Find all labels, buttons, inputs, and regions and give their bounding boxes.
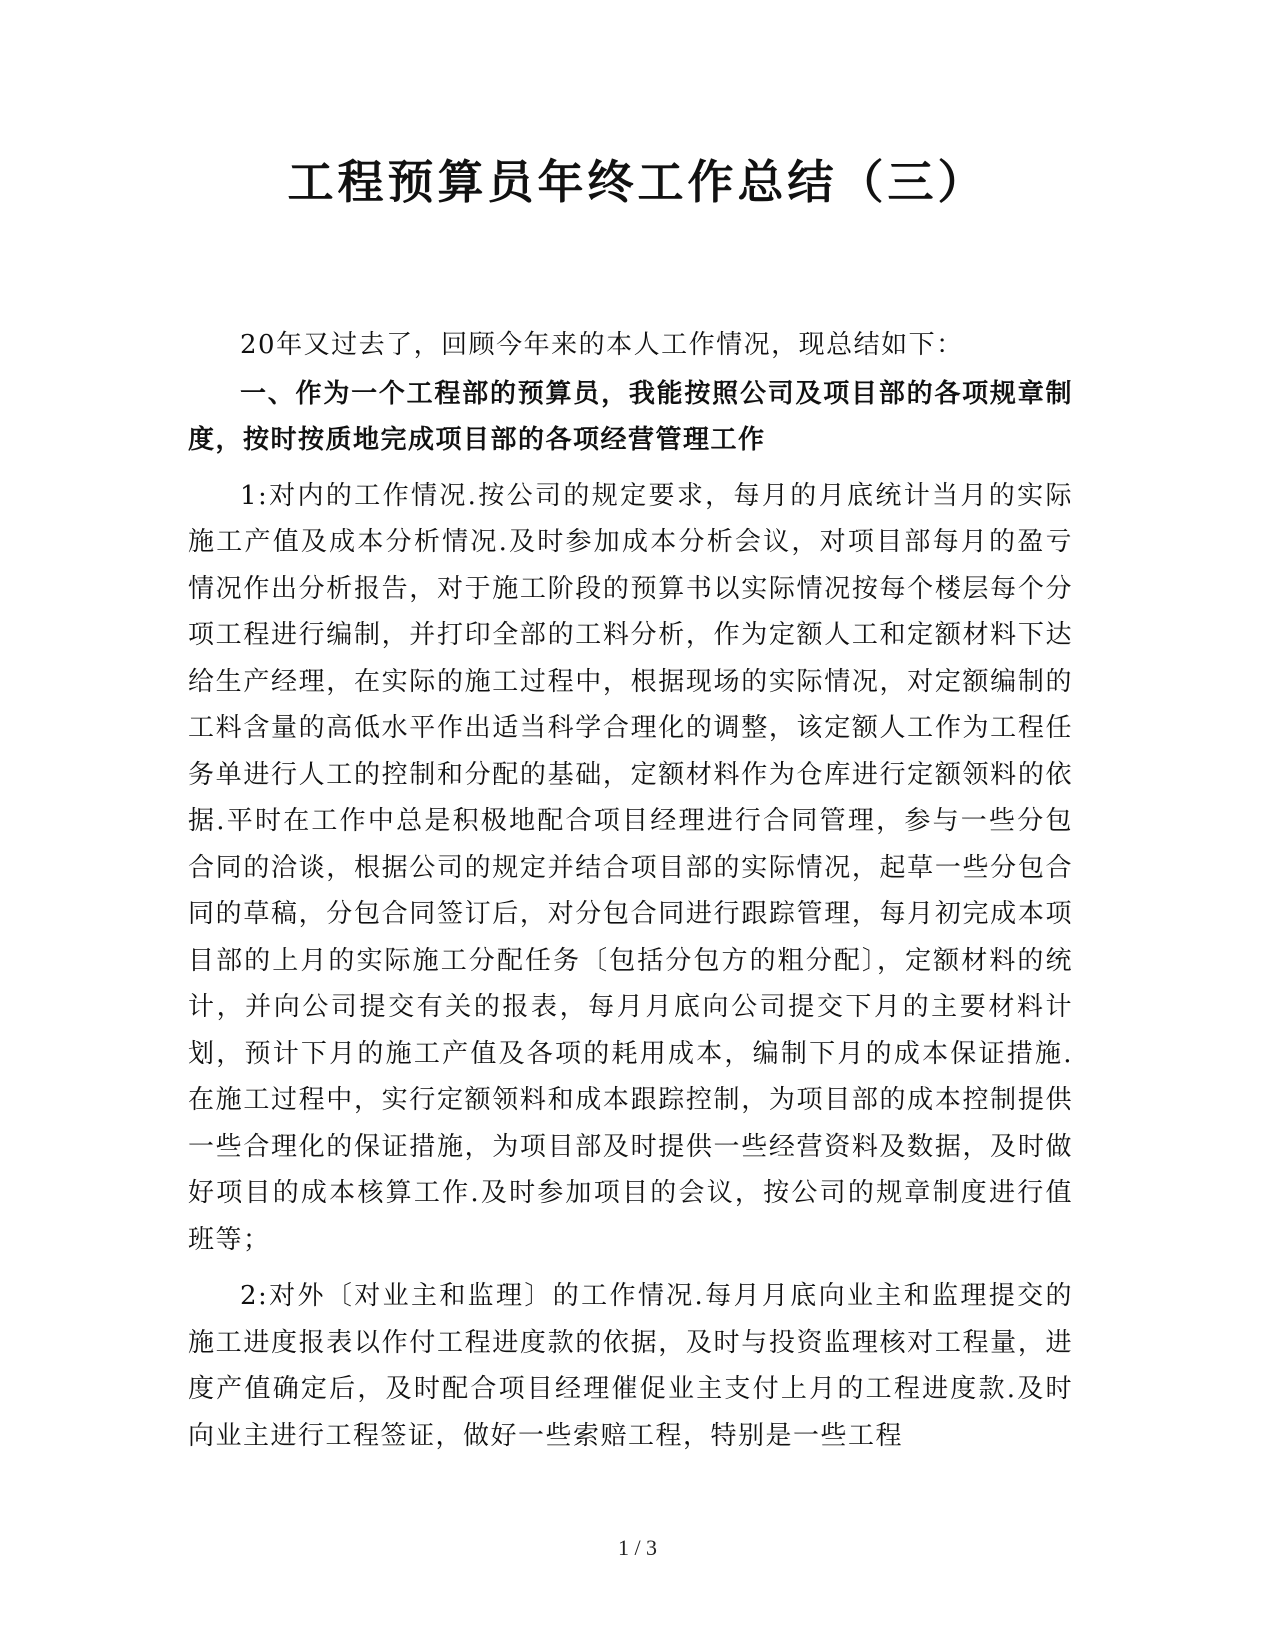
body-paragraph-1: 1:对内的工作情况.按公司的规定要求，每月的月底统计当月的实际施工产值及成本分析情况.及时参加成本分析会议，对项目部每月的盈亏情况作出分析报告，对于施工阶段的预算书以实际情况按每个楼层每个分项工程进行编制，并打印全部的工料分析，作为定额人工和定额材料下达给生产经理，在实际的施工过程中，根据现场的实际情况，对定额编制的工料含量的高低水平作出适当科学合理化的调整，该定额人工作为工程任务单进行人工的控制和分配的基础，定额材料作为仓库进行定额领料的依据.平时在工作中总是积极地配合项目经理进行合同管理，参与一些分包合同的洽谈，根据公司的规定并结合项目部的实际情况，起草一些分包合同的草稿，分包合同签订后，对分包合同进行跟踪管理，每月初完成本项目部的上月的实际施工分配任务〔包括分包方的粗分配〕，定额材料的统计，并向公司提交有关的报表，每月月底向公司提交下月的主要材料计划，预计下月的施工产值及各项的耗用成本，编制下月的成本保证措施.在施工过程中，实行定额领料和成本跟踪控制，为项目部的成本控制提供一些合理化的保证措施，为项目部及时提供一些经营资料及数据，及时做好项目的成本核算工作.及时参加项目的会议，按公司的规章制度进行值班等； [188, 480, 1073, 1255]
section-heading: 一、作为一个工程部的预算员，我能按照公司及项目部的各项规章制度，按时按质地完成项目部的各项经营管理工作 [188, 378, 1073, 455]
document-title: 工程预算员年终工作总结（三） [287, 155, 988, 209]
document-body [188, 322, 1073, 1459]
page-number: 1 / 3 [617, 1535, 658, 1560]
intro-paragraph: 20年又过去了，回顾今年来的本人工作情况，现总结如下： [240, 330, 964, 360]
body-paragraph-2: 2:对外〔对业主和监理〕的工作情况.每月月底向业主和监理提交的施工进度报表以作付工程进度款的依据，及时与投资监理核对工程量，进度产值确定后，及时配合项目经理催促业主支付上月的工程进度款.及时向业主进行工程签证，做好一些索赔工程，特别是一些工程 [188, 1281, 1073, 1451]
